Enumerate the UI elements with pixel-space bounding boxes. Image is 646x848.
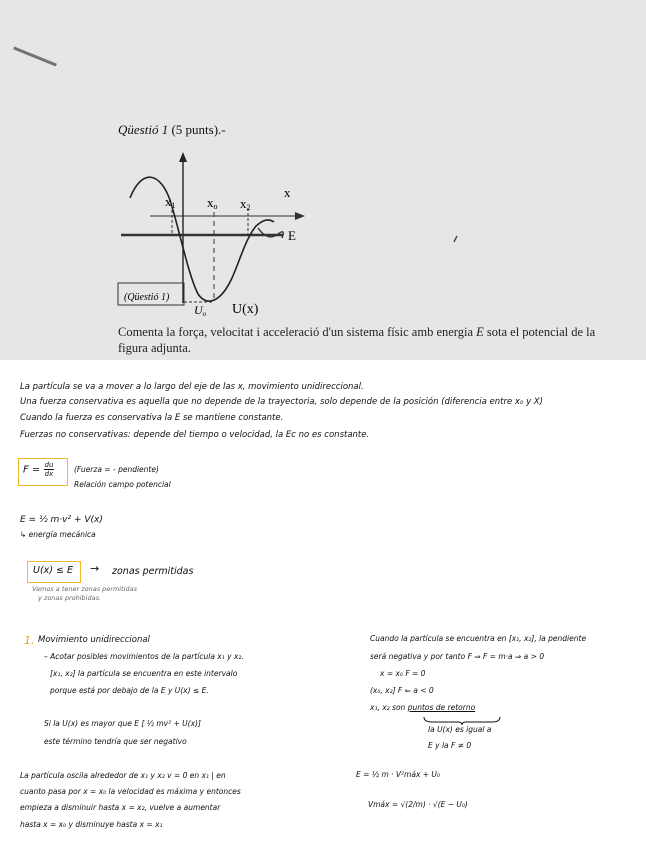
energy-equation: E = ½ m·v² + V(x) <box>20 515 103 525</box>
energy-label: ↳ energía mecánica <box>20 530 96 539</box>
inset-label: (Qüestió 1) <box>124 292 170 303</box>
left-line-3: porque está por debajo de la E y U(x) ≤ E. <box>50 686 209 695</box>
right-line-2: será negativa y por tanto F ⇒ F = m·a ⇒ a > 0 <box>370 652 545 661</box>
bottom-right-2: Vmáx = √(2/m) · √(E − U₀) <box>368 800 468 809</box>
intro-line-4: Fuerzas no conservativas: depende del tiempo o velocidad, la Ec no es constante. <box>20 430 370 440</box>
intro-line-3: Cuando la fuerza es conservativa la E se mantiene constante. <box>20 413 284 423</box>
force-formula: F = $\frac{du}{dx}$ <box>23 461 54 478</box>
retorno-brace <box>422 715 502 725</box>
bottom-right-1: E = ½ m · V²máx + U₀ <box>356 770 440 779</box>
u0-label: Uo <box>194 303 207 318</box>
x-axis-arrow <box>295 212 305 220</box>
bottom-left-1: La partícula oscila alrededor de x₁ y x₂ v = 0 en x₁ | en <box>20 771 226 780</box>
force-note-2: Relación campo potencial <box>74 480 171 489</box>
x0-label: xo <box>207 195 218 211</box>
axis-x-label: x <box>284 185 291 200</box>
right-line-4: (x₀, x₂] F ⇐ a < 0 <box>370 686 434 695</box>
condition-sub-2: y zonas prohibidas. <box>38 594 102 602</box>
section-number: 1. <box>24 634 35 647</box>
force-note-1: (Fuerza = - pendiente) <box>74 465 159 474</box>
right-line-3: x = x₀ F = 0 <box>380 669 426 678</box>
question-points: (5 punts).- <box>171 122 226 137</box>
stray-mark <box>454 236 457 242</box>
condition-result: zonas permitidas <box>112 566 194 577</box>
intro-line-1: La partícula se va a mover a lo largo del eje de las x, movimiento unidireccional. <box>20 382 364 392</box>
question-number: Qüestió 1 <box>118 122 169 137</box>
bottom-left-2: cuanto pasa por x = x₀ la velocidad es máxima y entonces <box>20 787 241 796</box>
intro-line-2: Una fuerza conservativa es aquella que no depende de la trayectoria, solo depende de la posición (diferencia entre x₀ y X) <box>20 397 543 407</box>
bottom-left-4: hasta x = x₀ y disminuye hasta x = x₁ <box>20 820 163 829</box>
question-statement: Comenta la força, velocitat i acceleració d'un sistema físic amb energia E sota el potencial de la figura adjunta. <box>118 325 596 355</box>
left-line-1: – Acotar posibles movimientos de la partícula x₁ y x₂. <box>44 652 244 661</box>
potential-curve <box>130 177 274 301</box>
potential-figure <box>0 0 646 360</box>
energy-label: E <box>288 228 296 243</box>
right-line-5: x₁, x₂ son puntos de retorno <box>370 703 476 712</box>
bottom-left-3: empieza a disminuir hasta x = x₂, vuelve a aumentar <box>20 803 221 812</box>
right-line-7: E y la F ≠ 0 <box>428 741 472 750</box>
potential-label: U(x) <box>232 302 259 317</box>
condition-arrow: → <box>90 562 100 575</box>
section-title: Movimiento unidireccional <box>38 635 150 645</box>
right-line-1: Cuando la partícula se encuentra en [x₁, x₂], la pendiente <box>370 634 587 643</box>
condition-sub-1: Vamos a tener zonas permitidas <box>32 585 137 593</box>
right-line-6: la U(x) es igual a <box>428 725 492 734</box>
left-line-2: [x₁, x₂] la partícula se encuentra en este intervalo <box>50 669 238 678</box>
x2-label: x2 <box>240 196 251 212</box>
u-axis-arrow <box>179 152 187 162</box>
left-line-5: este término tendría que ser negativo <box>44 737 187 746</box>
scanned-question <box>0 0 646 360</box>
condition-text: U(x) ≤ E <box>33 565 73 576</box>
left-line-4: Si la U(x) es mayor que E [ ½ mv² + U(x)] <box>44 719 201 728</box>
curly-mark <box>258 228 283 238</box>
x1-label: x1 <box>165 194 176 210</box>
